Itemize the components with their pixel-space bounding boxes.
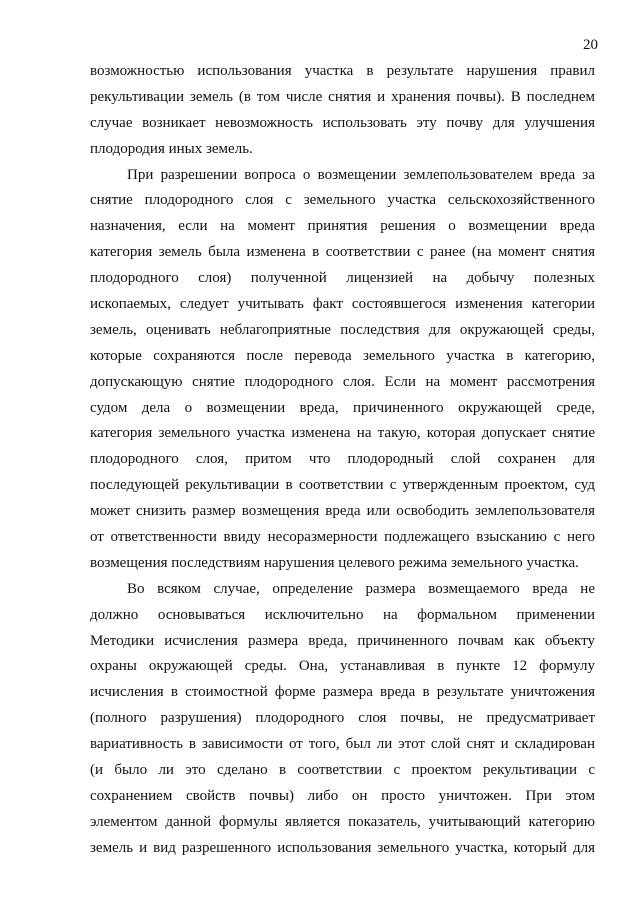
text-line: назначения, если на момент принятия решения о возмещении вреда: [90, 218, 595, 235]
text-line: случае возникает невозможность использовать эту почву для улучшения: [90, 114, 595, 131]
text-line: охраны окружающей среды. Она, устанавливая в пункте 12 формулу: [90, 658, 595, 675]
text-line: Во всяком случае, определение размера возмещаемого вреда не: [127, 580, 595, 597]
text-line: допускающую снятие плодородного слоя. Если на момент рассмотрения: [90, 373, 595, 390]
text-line: плодородия иных земель.: [90, 140, 253, 157]
text-line: должно основываться исключительно на формальном применении: [90, 606, 595, 623]
text-line: может снизить размер возмещения вреда или освободить землепользователя: [90, 503, 595, 520]
text-line: плодородного слоя) полученной лицензией на добычу полезных: [90, 270, 595, 287]
text-line: сохранением свойств почвы) либо он просто уничтожен. При этом: [90, 787, 595, 804]
page-number: 20: [583, 37, 598, 53]
paragraph: [90, 163, 595, 577]
text-line: (полного разрушения) плодородного слоя почвы, не предусматривает: [90, 710, 595, 727]
text-line: снятие плодородного слоя с земельного участка сельскохозяйственного: [90, 192, 595, 209]
text-line: которые сохраняются после перевода земельного участка в категорию,: [90, 347, 595, 364]
text-line: рекультивации земель (в том числе снятия и хранения почвы). В последнем: [90, 88, 595, 105]
text-line: Методики исчисления размера вреда, причиненного почвам как объекту: [90, 632, 595, 649]
text-line: земель, оценивать неблагоприятные последствия для окружающей среды,: [90, 321, 595, 338]
text-line: вариативность в зависимости от того, был ли этот слой снят и складирован: [90, 736, 595, 753]
text-line: элементом данной формулы является показатель, учитывающий категорию: [90, 813, 595, 830]
text-line: При разрешении вопроса о возмещении землепользователем вреда за: [127, 166, 595, 183]
text-line: последующей рекультивации в соответствии с утвержденным проектом, суд: [90, 477, 595, 494]
text-line: (и было ли это сделано в соответствии с проектом рекультивации с: [90, 762, 595, 779]
text-line: исчисления в стоимостной форме размера вреда в результате уничтожения: [90, 684, 595, 701]
text-line: плодородного слоя, притом что плодородный слой сохранен для: [90, 451, 595, 468]
paragraph: [90, 59, 595, 163]
text-line: категория земельного участка изменена на такую, которая допускает снятие: [90, 425, 595, 442]
text-line: ископаемых, следует учитывать факт состоявшегося изменения категории: [90, 296, 595, 313]
text-line: земель и вид разрешенного использования земельного участка, который для: [90, 839, 595, 856]
text-line: возмещения последствиям нарушения целевого режима земельного участка.: [90, 554, 579, 571]
text-line: возможностью использования участка в результате нарушения правил: [90, 63, 595, 79]
text-line: категория земель была изменена в соответствии с ранее (на момент снятия: [90, 244, 595, 261]
text-line: судом дела о возмещении вреда, причиненного окружающей среде,: [90, 399, 595, 416]
body-text: [90, 59, 595, 862]
paragraph: [90, 577, 595, 862]
text-line: от ответственности ввиду несоразмерности подлежащего взысканию с него: [90, 529, 595, 546]
